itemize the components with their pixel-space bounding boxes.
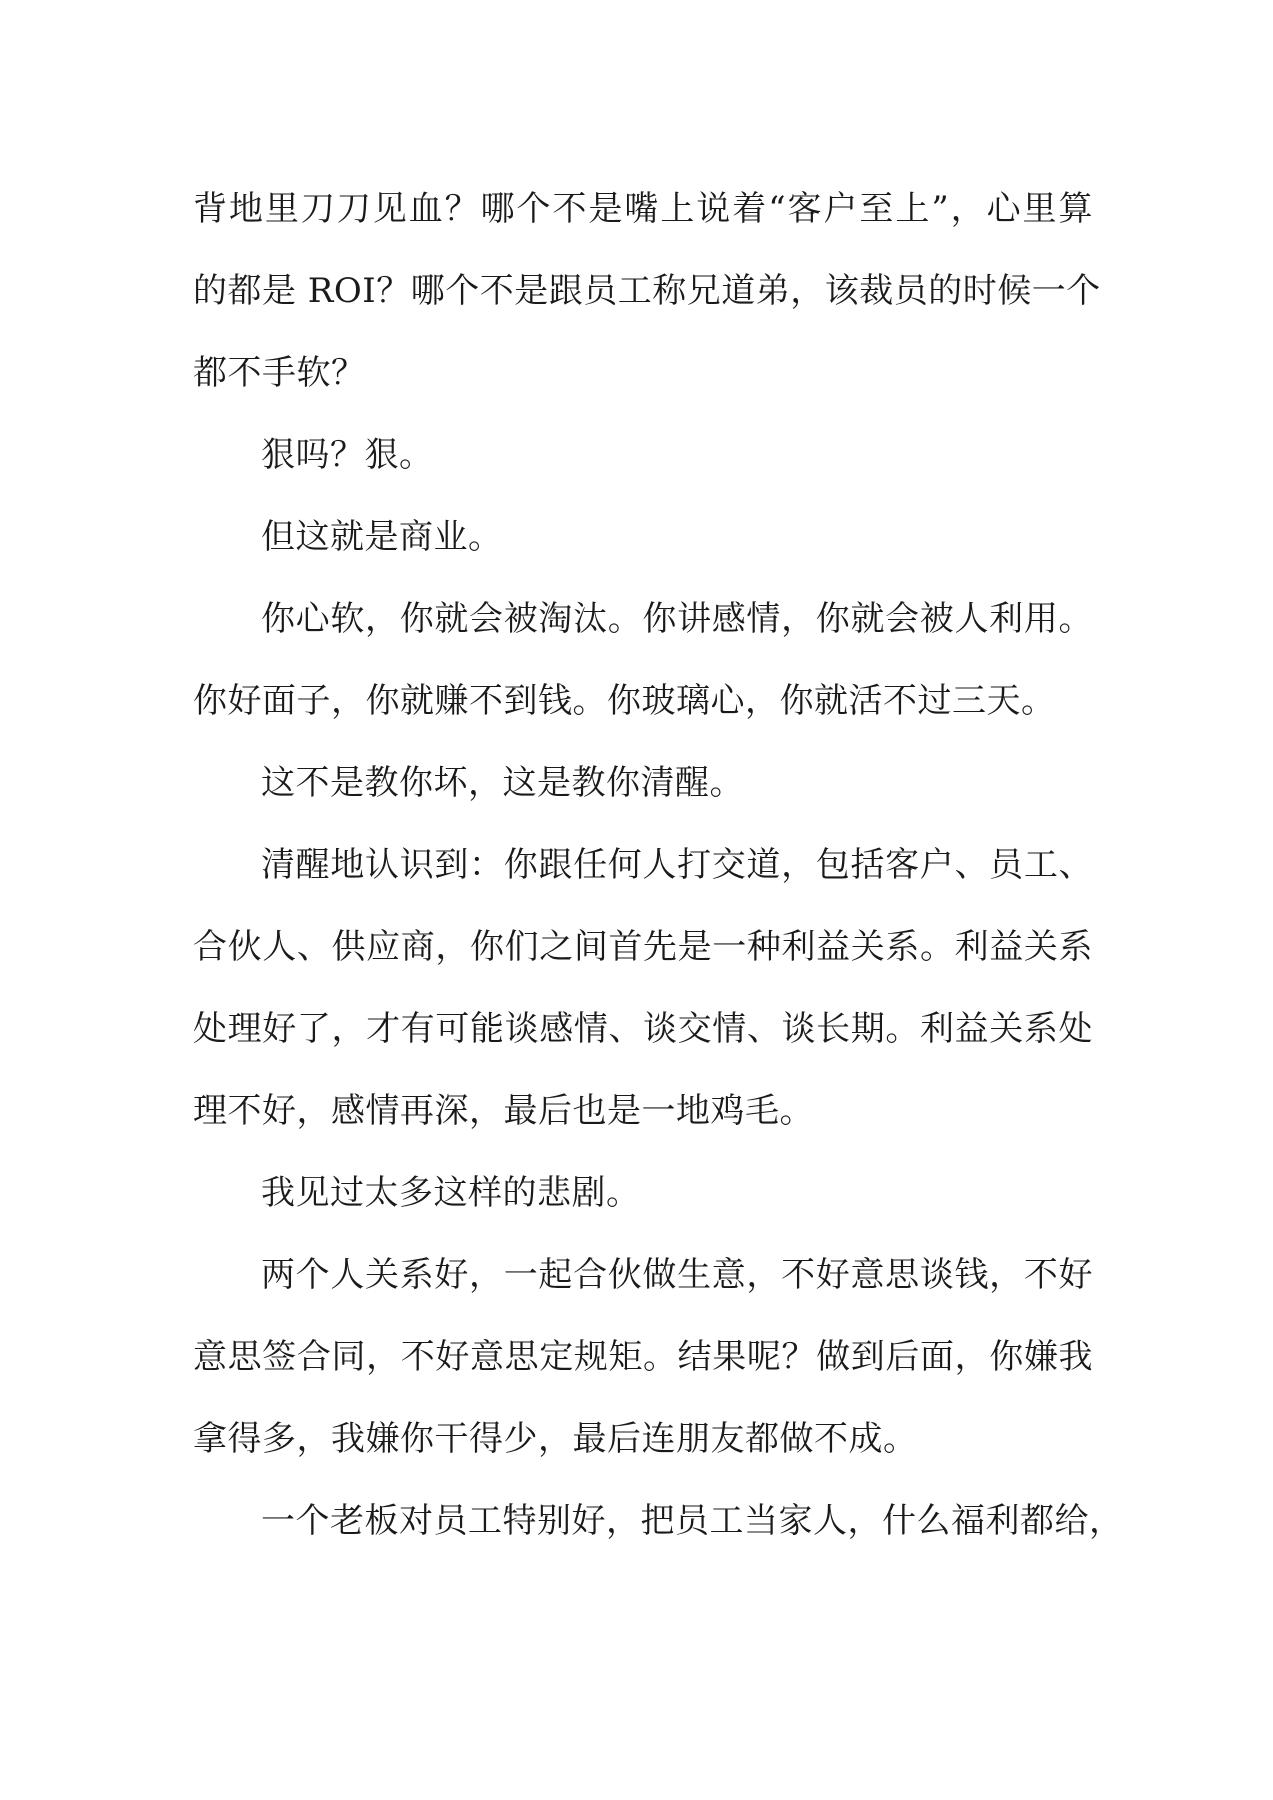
text-line: 合伙人、供应商，你们之间首先是一种利益关系。利益关系: [193, 927, 1093, 967]
text-line: 处理好了，才有可能谈感情、谈交情、谈长期。利益关系处: [193, 1009, 1093, 1049]
text-line: 的都是 ROI？哪个不是跟员工称兄道弟，该裁员的时候一个: [193, 271, 1101, 311]
text-line: 拿得多，我嫌你干得少，最后连朋友都做不成。: [193, 1419, 918, 1459]
paragraph-line: 清醒地认识到：你跟任何人打交道，包括客户、员工、: [261, 845, 1093, 885]
text-line: 理不好，感情再深，最后也是一地鸡毛。: [193, 1091, 814, 1131]
paragraph-line: 两个人关系好，一起合伙做生意，不好意思谈钱，不好: [261, 1255, 1093, 1295]
text-line: 背地里刀刀见血？哪个不是嘴上说着“客户至上”，心里算: [193, 189, 1093, 229]
paragraph-line: 你心软，你就会被淘汰。你讲感情，你就会被人利用。: [261, 599, 1093, 639]
body-text: [193, 168, 1124, 1562]
text-line: 都不手软？: [193, 353, 366, 393]
text-line: 意思签合同，不好意思定规矩。结果呢？做到后面，你嫌我: [193, 1337, 1093, 1377]
paragraph-line: 但这就是商业。: [261, 517, 503, 557]
paragraph-line: 我见过太多这样的悲剧。: [261, 1173, 641, 1213]
text-line: 你好面子，你就赚不到钱。你玻璃心，你就活不过三天。: [193, 681, 1056, 721]
paragraph-line: 一个老板对员工特别好，把员工当家人，什么福利都给，: [261, 1501, 1124, 1541]
paragraph-line: 这不是教你坏，这是教你清醒。: [261, 763, 744, 803]
paragraph-line: 狠吗？狠。: [261, 435, 434, 475]
